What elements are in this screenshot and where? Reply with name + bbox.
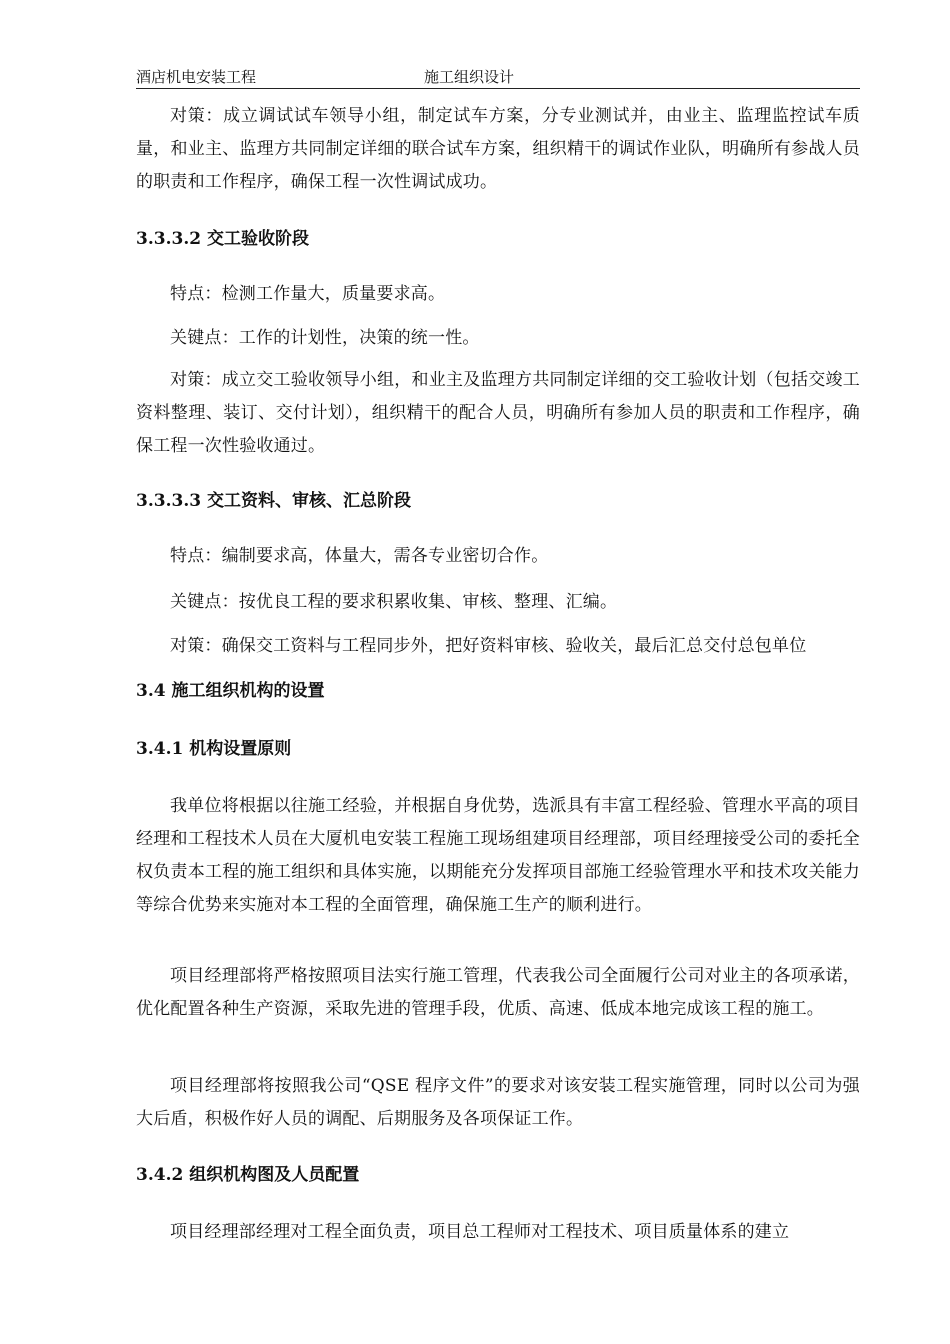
header-project-name: 酒店机电安装工程 (136, 68, 257, 86)
paragraph-commissioning-countermeasure: 对策：成立调试试车领导小组，制定试车方案，分专业测试并，由业主、监理监控试车质量，和业主、监理方共同制定详细的联合试车方案，组织精干的调试作业队，明确所有参战人员的职责和工作程序，确保工程一次性调试成功。 (136, 106, 860, 192)
paragraph-documents-countermeasure: 对策：确保交工资料与工程同步外，把好资料审核、验收关，最后汇总交付总包单位 (170, 636, 807, 656)
header-document-title: 施工组织设计 (424, 68, 515, 86)
paragraph-acceptance-countermeasure: 对策：成立交工验收领导小组，和业主及监理方共同制定详细的交工验收计划（包括交竣工资料整理、装订、交付计划），组织精干的配合人员，明确所有参加人员的职责和工作程序，确保工程一次性验收通过。 (136, 370, 860, 456)
heading-3-3-3-2: 3.3.3.2 交工验收阶段 (136, 229, 309, 249)
paragraph-project-management-method: 项目经理部将严格按照项目法实行施工管理，代表我公司全面履行公司对业主的各项承诺，优化配置各种生产资源，采取先进的管理手段，优质、高速、低成本地完成该工程的施工。 (136, 966, 860, 1019)
paragraph-acceptance-features: 特点：检测工作量大，质量要求高。 (170, 284, 446, 304)
heading-3-4: 3.4 施工组织机构的设置 (136, 681, 325, 701)
paragraph-organization-chart-intro: 项目经理部经理对工程全面负责，项目总工程师对工程技术、项目质量体系的建立 (170, 1222, 790, 1242)
heading-3-4-1: 3.4.1 机构设置原则 (136, 739, 292, 759)
heading-3-4-2: 3.4.2 组织机构图及人员配置 (136, 1165, 360, 1185)
paragraph-acceptance-key-points: 关键点：工作的计划性，决策的统一性。 (170, 328, 480, 348)
paragraph-qse-procedure: 项目经理部将按照我公司“QSE 程序文件”的要求对该安装工程实施管理，同时以公司为强大后盾，积极作好人员的调配、后期服务及各项保证工作。 (136, 1076, 860, 1129)
paragraph-documents-features: 特点：编制要求高，体量大，需各专业密切合作。 (170, 546, 549, 566)
paragraph-organization-principle: 我单位将根据以往施工经验，并根据自身优势，选派具有丰富工程经验、管理水平高的项目经理和工程技术人员在大厦机电安装工程施工现场组建项目经理部，项目经理接受公司的委托全权负责本工程的施工组织和具体实施，以期能充分发挥项目部施工经验管理水平和技术攻关能力等综合优势来实施对本工程的全面管理，确保施工生产的顺利进行。 (136, 796, 860, 915)
heading-3-3-3-3: 3.3.3.3 交工资料、审核、汇总阶段 (136, 491, 411, 511)
paragraph-documents-key-points: 关键点：按优良工程的要求积累收集、审核、整理、汇编。 (170, 592, 618, 612)
page-header (136, 66, 860, 89)
